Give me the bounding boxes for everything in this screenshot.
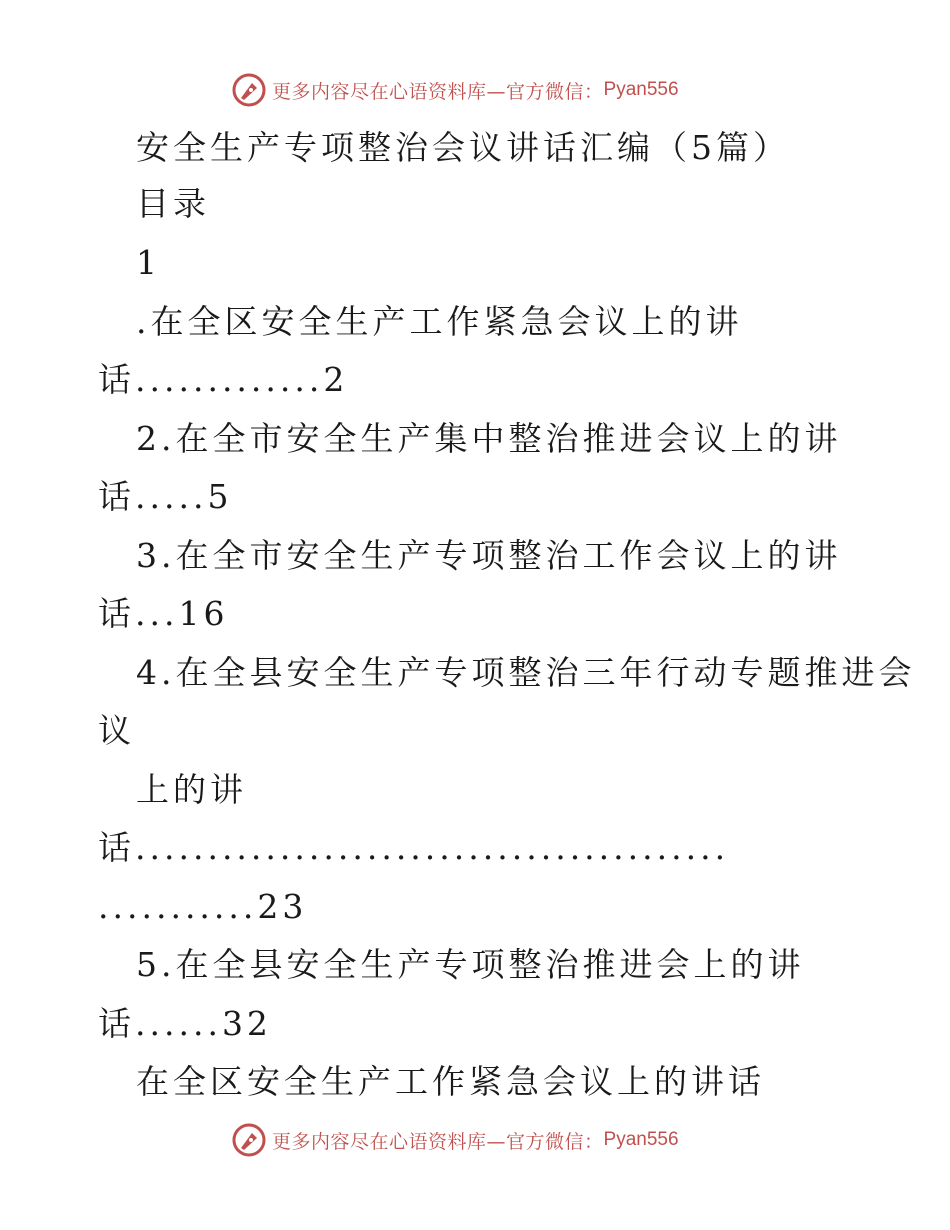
toc-line: 上的讲 — [136, 770, 247, 809]
footer-watermark-banner — [232, 1120, 712, 1160]
toc-heading: 目录 — [136, 184, 210, 223]
section-heading: 在全区安全生产工作紧急会议上的讲话 — [136, 1062, 765, 1101]
toc-line: 1 — [136, 243, 161, 282]
toc-line: 2.在全市安全生产集中整治推进会议上的讲 — [136, 419, 842, 458]
wechat-id: Pyan556 — [603, 79, 679, 100]
pen-nib-logo-icon — [232, 73, 266, 107]
wechat-id: Pyan556 — [603, 1129, 679, 1150]
toc-line: ...........23 — [98, 887, 308, 926]
header-watermark-banner — [232, 70, 712, 110]
toc-line: 话......................................... — [98, 828, 730, 867]
toc-line: 话.....5 — [98, 477, 233, 516]
toc-line: 话...16 — [98, 594, 229, 633]
watermark-text: 更多内容尽在心语资料库—官方微信： — [272, 80, 604, 103]
toc-line: 议 — [98, 711, 135, 750]
document-title: 安全生产专项整治会议讲话汇编（5篇） — [136, 128, 790, 167]
toc-line: 4.在全县安全生产专项整治三年行动专题推进会 — [136, 653, 916, 692]
toc-line: 5.在全县安全生产专项整治推进会上的讲 — [136, 945, 805, 984]
pen-nib-logo-icon — [232, 1123, 266, 1157]
toc-line: 话.............2 — [98, 360, 349, 399]
toc-line: .在全区安全生产工作紧急会议上的讲 — [136, 302, 743, 341]
toc-line: 话......32 — [98, 1004, 272, 1043]
watermark-text: 更多内容尽在心语资料库—官方微信： — [272, 1130, 604, 1153]
toc-line: 3.在全市安全生产专项整治工作会议上的讲 — [136, 536, 842, 575]
